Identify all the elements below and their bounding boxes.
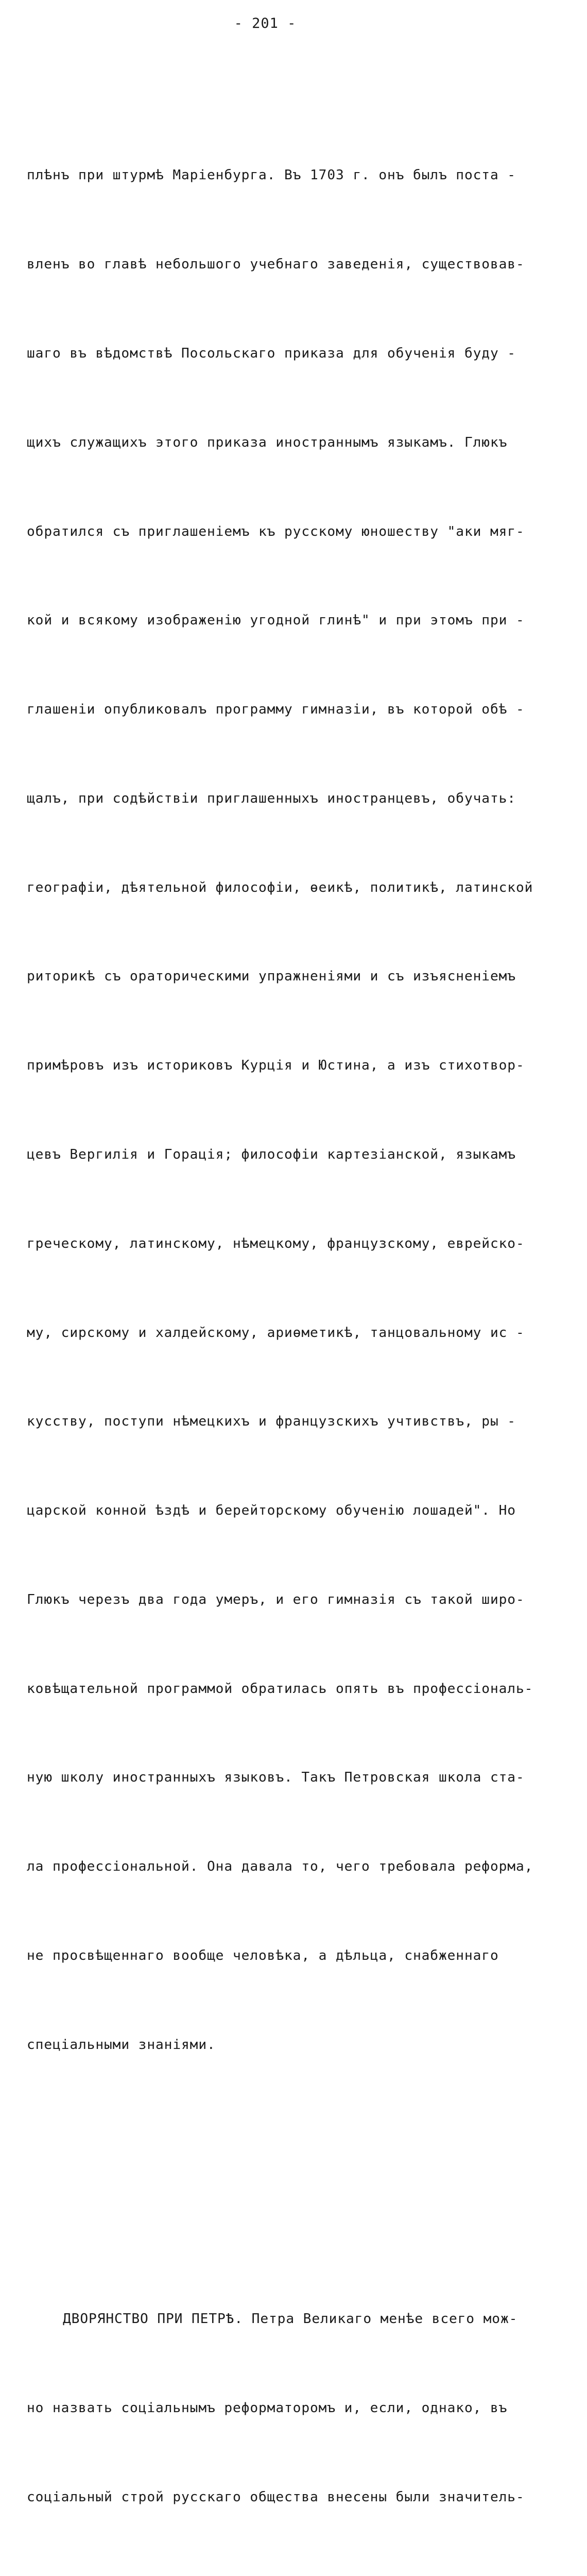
text-line: Глюкъ черезъ два года умеръ, и его гимназія съ такой широ- [27,1591,525,1607]
text-line: обратился съ приглашеніемъ къ русскому юношеству "аки мяг- [27,523,525,539]
text-line: ла профессіональной. Она давала то, чего требовала реформа, [27,1859,533,1875]
text-line: цевъ Вергилія и Горація; философіи картезіанской, языкамъ [27,1146,516,1162]
text-line: кой и всякому изображенію угодной глинѣ" и при этомъ при - [27,613,525,629]
text-line: щихъ служащихъ этого приказа иностраннымъ языкамъ. Глюкъ [27,434,508,450]
text-line: примѣровъ изъ историковъ Курція и Юстина, а изъ стихотвор- [27,1058,525,1074]
text-line: кусству, поступи нѣмецкихъ и французскихъ учтивствъ, ры - [27,1414,516,1430]
text-line: спеціальными знаніями. [27,2037,216,2053]
text-line: ную школу иностранныхъ языковъ. Такъ Петровская школа ста- [27,1770,525,1786]
body-text [27,42,542,2576]
page-number: - 201 - [234,15,297,31]
text-line: не просвѣщеннаго вообще человѣка, а дѣльца, снабженнаго [27,1948,499,1963]
text-line: ковѣщательной программой обратилась опять въ профессіональ- [27,1681,533,1697]
text-line: риторикѣ съ ораторическими упражненіями и съ изъясненіемъ [27,969,516,985]
paragraph-2 [27,2245,542,2572]
text-line: соціальный строй русскаго общества внесены были значитель- [27,2489,525,2505]
text-line: плѣнъ при штурмѣ Маріенбурга. Въ 1703 г. онъ былъ поста - [27,167,516,183]
paragraph-1 [27,101,542,2119]
paragraph-gap [27,2179,542,2186]
text-line: царской конной ѣздѣ и берейторскому обученію лошадей". Но [27,1503,516,1519]
text-line: вленъ во главѣ небольшого учебнаго заведенія, существовав- [27,257,525,273]
text-line: греческому, латинскому, нѣмецкому, французскому, еврейско- [27,1235,525,1251]
text-line: му, сирскому и халдейскому, ариѳметикѣ, танцовальному ис - [27,1325,525,1341]
text-line: географіи, дѣятельной философіи, ѳеикѣ, политикѣ, латинской [27,879,533,895]
text-line: щалъ, при содѣйствіи приглашенныхъ иностранцевъ, обучать: [27,790,516,806]
text-line: ДВОРЯНСТВО ПРИ ПЕТРѢ. Петра Великаго менѣе всего мож- [63,2311,518,2327]
text-line: но назвать соціальнымъ реформаторомъ и, если, однако, въ [27,2400,508,2416]
text-line: глашеніи опубликовалъ программу гимназіи, въ которой обѣ - [27,702,525,718]
text-line: шаго въ вѣдомствѣ Посольскаго приказа для обученія буду - [27,345,516,361]
